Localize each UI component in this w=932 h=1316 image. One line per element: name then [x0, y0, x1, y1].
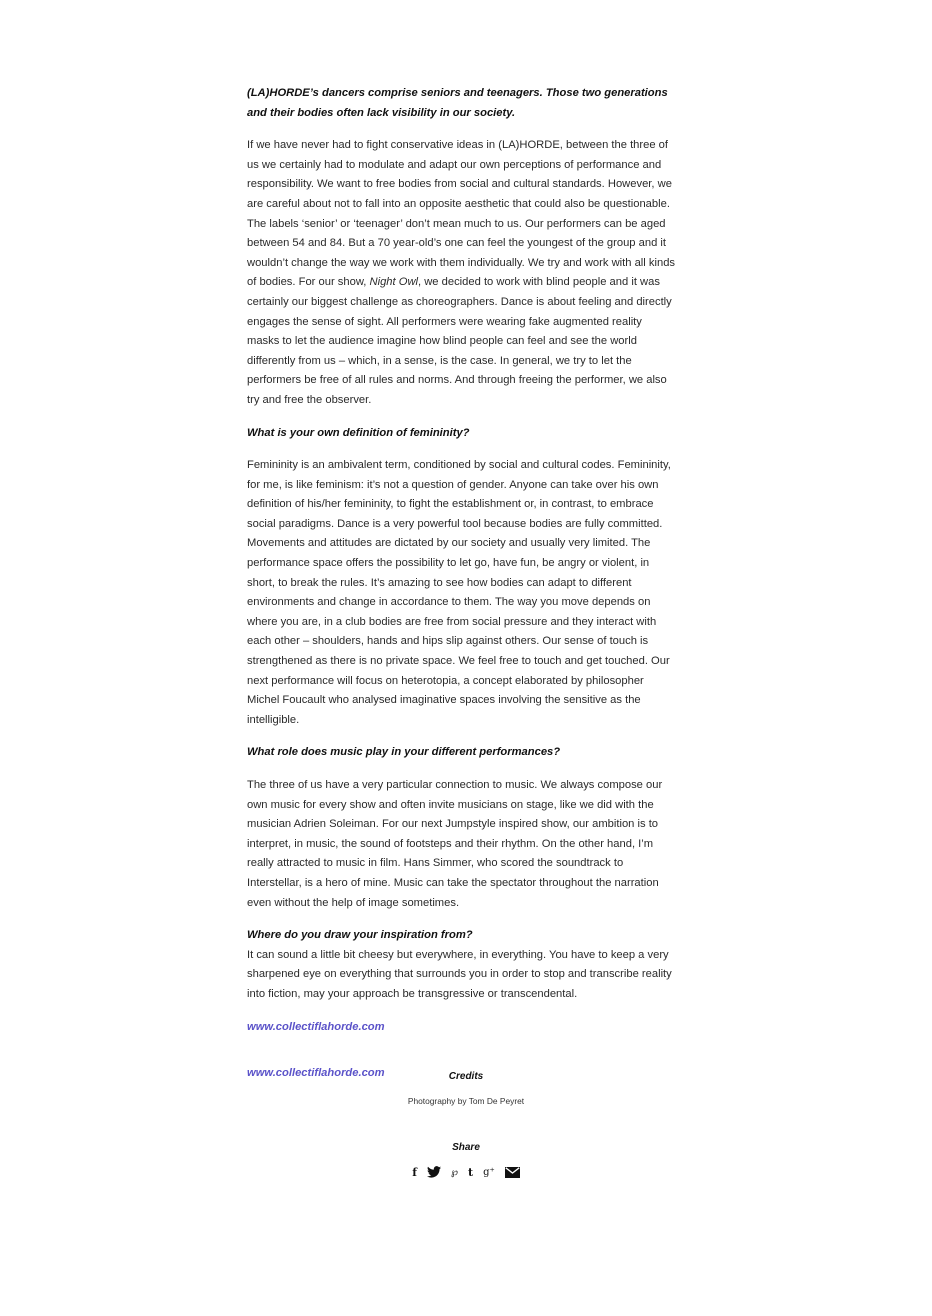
google-plus-icon[interactable]: g⁺: [483, 1166, 495, 1178]
tumblr-icon[interactable]: t: [467, 1165, 474, 1179]
share-title: Share: [452, 1142, 480, 1153]
answer-music: The three of us have a very particular connection to music. We always compose our own music for every show and often invite musicians on stage, like we did with the musician Adrien Soleiman. For our next Jumpstyle inspired show, our ambition is to interpret, in music, the sound of footsteps and their rhythm. On the other hand, I’m really attracted to music in film. Hans Simmer, who scored the soundtrack to Interstellar, is a hero of mine. Music can take the spectator throughout the narration even without the help of image sometimes.: [247, 779, 663, 909]
question-music: What role does music play in your different performances?: [247, 746, 561, 759]
twitter-icon[interactable]: [427, 1164, 441, 1180]
credits-text: Photography by Tom De Peyret: [407, 1096, 525, 1106]
facebook-icon[interactable]: f: [412, 1165, 417, 1179]
question-femininity: What is your own definition of femininity?: [247, 426, 470, 439]
answer1-text-end: , we decided to work with blind people and it was certainly our biggest challenge as choreographers. Dance is about feeling and directly engages the sense of sight. All performers were wearing fake augmented reality masks to let the audience imagine how blind people can feel and see the world differently from us – which, in a sense, is the case. In general, we try to let the performers be free of all rules and norms. And through freeing the performer, we also try and free the observer.: [247, 276, 672, 406]
credits-title: Credits: [448, 1071, 484, 1082]
answer-femininity: Femininity is an ambivalent term, conditioned by social and cultural codes. Femininity, for me, is like feminism: it’s not a question of gender. Anyone can take over his own definition of his/her femininity, to fight the establishment or, in contrast, to embrace social paradigms. Dance is a very powerful tool because bodies are fully committed. Movements and attitudes are dictated by our society and usually very limited. The performance space offers the possibility to let go, have fun, be angry or violent, in short, to break the rules. It’s amazing to see how bodies can adapt to different environments and change in accordance to them. The way you move depends on where you are, in a club bodies are free from social pressure and they interact with each other – shoulders, hands and hips slip against others. Our sense of touch is strengthened as there is no private space. We feel free to touch and get touched. Our next performance will focus on heterotopia, a concept elaborated by philosopher Michel Foucault who analysed imaginative spaces involving the sensitive as the intelligible.: [247, 459, 671, 726]
pinterest-icon[interactable]: ℘: [450, 1166, 458, 1178]
share-icons: [0, 1164, 932, 1180]
article-body: [247, 84, 677, 1084]
question-inspiration: Where do you draw your inspiration from?: [247, 929, 473, 942]
show-title: Night Owl: [369, 276, 419, 289]
mail-icon[interactable]: [505, 1164, 520, 1180]
intro-question: (LA)HORDE’s dancers comprise seniors and teenagers. Those two generations and their bodies often lack visibility in our society.: [247, 87, 668, 119]
website-link-secondary[interactable]: www.collectiflahorde.com: [247, 1067, 385, 1080]
website-link[interactable]: www.collectiflahorde.com: [247, 1020, 385, 1033]
answer1-text-start: If we have never had to fight conservative ideas in (LA)HORDE, between the three of us we certainly had to modulate and adapt our own perceptions of performance and responsibility. We want to free bodies from social and cultural standards. However, we are careful about not to fall into an opposite aesthetic that could also be questionable. The labels ‘senior’ or ‘teenager’ don’t mean much to us. Our performers can be aged between 54 and 84. But a 70 year-old’s one can feel the youngest of the group and it wouldn’t change the way we work with them individually. We try and work with all kinds of bodies. For our show,: [247, 139, 676, 289]
answer-inspiration: It can sound a little bit cheesy but everywhere, in everything. You have to keep a very sharpened eye on everything that surrounds you in order to stop and transcribe reality into fiction, may your approach be transgressive or transcendental.: [247, 948, 672, 1000]
answer-paragraph: [247, 136, 677, 410]
